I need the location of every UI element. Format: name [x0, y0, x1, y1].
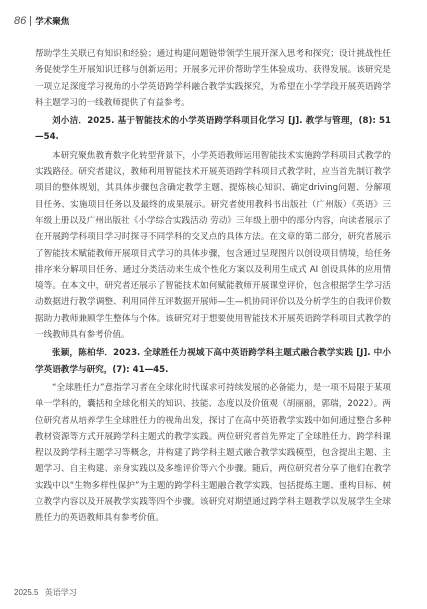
footer-issue: 2025.5 — [14, 588, 39, 597]
page-header — [14, 14, 69, 28]
page-footer — [14, 587, 81, 598]
reference-entry-1 — [35, 113, 391, 146]
reference-title-2: 张颖，陈柏华．2023. 全球胜任力视域下高中英语跨学科主题式融合教学实践 [J]. 中小学英语教学与研究，(7): 41—45. — [35, 348, 391, 375]
reference-title-1: 刘小洁．2025. 基于智能技术的小学英语跨学科项目化学习 [J]. 教学与管理，(8): 51—54. — [35, 116, 391, 143]
paragraph-1: 帮助学生关联已有知识和经验；通过构建问题链带领学生展开深入思考和探究；设计挑战性任务促使学生开展知识迁移与创新运用；开展多元评价帮助学生体验成功、获得发展。该研究是一项立足深度学习视角的小学英语跨学科融合教学实践探究，为希望在小学学段开展英语跨学科主题学习的一线教师提供了有益参考。 — [35, 49, 391, 108]
header-divider — [30, 16, 31, 26]
reference-entry-2 — [35, 345, 391, 378]
page-number: 86 — [14, 15, 27, 27]
article-body — [35, 46, 391, 527]
section-title: 学术聚焦 — [35, 17, 70, 27]
paragraph-3: “全球胜任力”意指学习者在全球化时代谋求可持续发展的必备能力，是一项不局限于某项单一学科的，囊括和全球化相关的知识、技能、态度以及价值观（胡丽丽，郭瑞，2022）。两位研究者从培养学生全球胜任力的视角出发，探讨了在高中英语教学实践中如何通过整合多种教材资源等方式开展跨学科主题式的教学实践。两位研究者首先界定了全球胜任力、跨学科课程以及跨学科主题学习等概念，并构建了跨学科主题式融合教学实践模型，包含提出主题、主题学习、自主构建、亲身实践以及多维评价等六个步骤。随后，两位研究者分享了他们在教学实践中以“生物多样性保护”为主题的跨学科主题融合教学实践，包括提炼主题、重构目标、树立教学内容以及开展教学实践等四个步骤。该研究对期望通过跨学科主题教学以发展学生全球胜任力的英语教师具有参考价值。 — [35, 382, 391, 524]
footer-journal: 英语学习 — [44, 588, 77, 597]
paragraph-2: 本研究聚焦教育数字化转型背景下，小学英语教师运用智能技术实施跨学科项目式教学的实践路径。研究者建议，教师利用智能技术开展英语跨学科项目式教学时，应当首先制订教学项目的整体规划，其具体步骤包含确定教学主题、提炼核心知识、确定driving问题、分解项目任务、实施项目任务以及最终的成果展示。研究者使用教科书出版社（广州版）《英语》三年级上册以及广州出版社《小学综合实践活动 劳动》三年级上册中的部分内容，向读者展示了在开展跨学科项目学习时探寻不同学科的交叉点的具体方法。在文章的第二部分，研究者展示了智能技术赋能教师开展项目式学习的具体步骤，包含通过呈现图片以创设项目情境，给任务排序来分解项目任务、通过分类活动来生成个性化方案以及利用生成式 AI 创设具体的应用情境等。在本文中，研究者还展示了智能技术如何赋能教师开展课堂评价，包含根据学生学习活动数据进行教学调整、利用同伴互评数据开展师—生—机协同评价以及分析学生的自我评价数据助力教师兼顾学生整体与个体。该研究对于想要使用智能技术开展英语跨学科项目式教学的一线教师具有参考价值。 — [35, 150, 391, 341]
